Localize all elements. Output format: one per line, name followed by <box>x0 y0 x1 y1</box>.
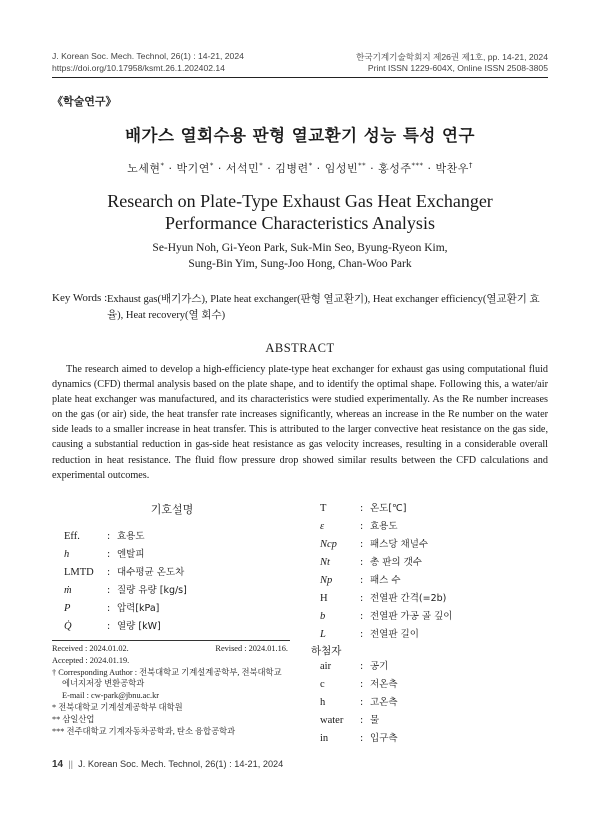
subscript-symbol: c <box>320 679 325 690</box>
nomenclature-symbol: T <box>320 503 327 514</box>
subscript-description: 물 <box>370 715 380 726</box>
nomenclature-symbol: LMTD <box>64 567 94 578</box>
nomenclature-description: 온도[℃] <box>370 503 407 514</box>
nomenclature-colon: : <box>107 621 111 632</box>
author-separator: · <box>423 162 436 175</box>
author-separator: · <box>213 162 226 175</box>
author-ko-3-mark: * <box>259 161 264 170</box>
nomenclature-symbol: Q̇ <box>64 621 72 632</box>
authors-english <box>60 240 540 272</box>
subscript-symbol: in <box>320 733 329 744</box>
page-footer: 14 || J. Korean Soc. Mech. Technol, 26(1) : 14-21, 2024 <box>52 759 284 770</box>
authors-en-line-1: Se-Hyun Noh, Gi-Yeon Park, Suk-Min Seo, Byung-Ryeon Kim, <box>152 242 448 254</box>
nomenclature-colon: : <box>107 531 111 542</box>
nomenclature-symbol: Nt <box>320 557 330 568</box>
nomenclature-description: 패스 수 <box>370 575 401 586</box>
corresponding-author: † Corresponding Author : 전북대학교 기계설계공학부, 전북대학교 <box>52 668 282 677</box>
nomenclature-colon: : <box>360 733 364 744</box>
author-ko-1: 노세현 <box>127 162 161 175</box>
nomenclature-description: 패스당 채널수 <box>370 539 429 550</box>
affiliation-footnote-2: ** 삼일산업 <box>52 715 95 724</box>
subscript-description: 저온측 <box>370 679 398 690</box>
article-category: 《학술연구》 <box>52 95 117 108</box>
author-ko-4: 김병련 <box>275 162 309 175</box>
footer-journal: J. Korean Soc. Mech. Technol, 26(1) : 14-21, 2024 <box>78 759 284 769</box>
nomenclature-colon: : <box>360 715 364 726</box>
corresponding-author-cont: 에너지저장 변환공학과 <box>62 679 145 688</box>
nomenclature-colon: : <box>360 539 364 550</box>
nomenclature-symbol: b <box>320 611 326 622</box>
header-rule <box>52 77 548 78</box>
header-journal-korean: 한국기계기술학회지 제26권 제1호, pp. 14-21, 2024 <box>355 52 548 62</box>
abstract-body: The research aimed to develop a high-efficiency plate-type heat exchanger for exhaust gas using computational fluid dynamics (CFD) thermal analysis based on the plate shape, and to identify the optimal shape. Following this, a water/air plate heat exchanger was manufactured, and its characteristics were studied experimentally. As the Re number increases on the gas (or air) side, the heat transfer rate increases significantly, whereas an increase in the Re number on the water side leads to a smaller increase in heat transfer. This is attributed to the larger convective heat resistance on the gas side, causing a substantial reduction in gas-side heat resistance as gas velocity increases, resulting in a considerable overall reduction in heat resistance. The fluid flow pressure drop showed similar results between the CFD calculations and experimental outcomes. <box>52 364 548 481</box>
author-ko-5-mark: ** <box>358 161 367 170</box>
nomenclature-colon: : <box>360 521 364 532</box>
author-ko-7: 박찬우 <box>435 162 469 175</box>
author-ko-6: 홍성주 <box>378 162 412 175</box>
received-date: Received : 2024.01.02. <box>52 644 129 653</box>
author-separator: · <box>164 162 177 175</box>
author-ko-6-mark: *** <box>411 161 424 170</box>
nomenclature-description: 전열판 가공 골 깊이 <box>370 611 453 622</box>
author-separator: · <box>263 162 276 175</box>
subscript-description: 입구측 <box>370 733 398 744</box>
author-ko-2: 박기연 <box>176 162 210 175</box>
nomenclature-description: 엔탈피 <box>117 549 145 560</box>
nomenclature-colon: : <box>360 697 364 708</box>
author-separator: · <box>312 162 325 175</box>
author-ko-2-mark: * <box>209 161 214 170</box>
page-number: 14 <box>52 759 64 770</box>
abstract-title: ABSTRACT <box>265 341 335 355</box>
nomenclature-colon: : <box>107 549 111 560</box>
nomenclature-description: 총 판의 갯수 <box>370 557 422 568</box>
nomenclature-symbol: L <box>320 629 326 640</box>
nomenclature-description: 열량 [kW] <box>117 621 161 632</box>
subscript-symbol: water <box>320 715 344 726</box>
header-issn: Print ISSN 1229-604X, Online ISSN 2508-3805 <box>367 63 548 73</box>
keywords-label: Key Words : <box>52 292 108 304</box>
author-separator: · <box>366 162 379 175</box>
nomenclature-colon: : <box>107 585 111 596</box>
title-korean: 배가스 열회수용 판형 열교환기 성능 특성 연구 <box>125 126 475 145</box>
nomenclature-description: 전열판 간격(=2b) <box>370 593 447 604</box>
author-ko-4-mark: * <box>308 161 313 170</box>
author-ko-3: 서석민 <box>225 162 260 175</box>
nomenclature-colon: : <box>360 611 364 622</box>
author-ko-5: 임성빈 <box>324 162 359 175</box>
footnote-received-line <box>52 644 292 655</box>
subscript-symbol: air <box>320 661 332 672</box>
affiliation-footnote-3: *** 전주대학교 기계자동차공학과, 탄소 융합공학과 <box>52 727 236 736</box>
author-email[interactable]: E-mail : cw-park@jbnu.ac.kr <box>62 691 160 700</box>
nomenclature-colon: : <box>360 679 364 690</box>
subscripts-heading: 하첨자 <box>311 645 342 657</box>
nomenclature-symbol: h <box>64 549 70 560</box>
nomenclature-colon: : <box>360 593 364 604</box>
nomenclature-symbol: H <box>320 593 328 604</box>
nomenclature-colon: : <box>107 603 111 614</box>
accepted-date: Accepted : 2024.01.19. <box>52 656 130 665</box>
nomenclature-symbol: P <box>64 603 71 614</box>
nomenclature-symbol: Eff. <box>64 531 80 542</box>
nomenclature-colon: : <box>360 557 364 568</box>
nomenclature-symbol: Ncp <box>320 539 337 550</box>
author-ko-1-mark: * <box>160 161 165 170</box>
authors-en-line-2: Sung-Bin Yim, Sung-Joo Hong, Chan-Woo Park <box>188 258 412 270</box>
footnote-rule <box>52 640 290 641</box>
nomenclature-heading: 기호설명 <box>150 503 194 516</box>
header-journal-citation: J. Korean Soc. Mech. Technol, 26(1) : 14-21, 2024 <box>52 51 244 61</box>
nomenclature-colon: : <box>360 503 364 514</box>
authors-korean <box>0 160 600 176</box>
revised-date: Revised : 2024.01.16. <box>215 644 288 653</box>
subscript-description: 고온측 <box>370 697 398 708</box>
nomenclature-colon: : <box>107 567 111 578</box>
nomenclature-colon: : <box>360 629 364 640</box>
nomenclature-symbol: ε <box>320 521 325 532</box>
title-english: Research on Plate-Type Exhaust Gas Heat Exchanger Performance Characteristics Analysis <box>107 191 493 233</box>
nomenclature-colon: : <box>360 661 364 672</box>
nomenclature-colon: : <box>360 575 364 586</box>
subscript-symbol: h <box>320 697 326 708</box>
nomenclature-description: 효용도 <box>370 521 398 532</box>
nomenclature-description: 전열판 길이 <box>370 629 419 640</box>
subscript-description: 공기 <box>370 661 389 672</box>
nomenclature-description: 질량 유량 [kg/s] <box>117 585 187 596</box>
keywords-text: Exhaust gas(배기가스), Plate heat exchanger(판형 열교환기), Heat exchanger efficiency(열교환기 효율), Heat recovery(열 회수) <box>107 294 540 321</box>
nomenclature-description: 대수평균 온도차 <box>117 567 185 578</box>
nomenclature-description: 효용도 <box>117 531 145 542</box>
nomenclature-description: 압력[kPa] <box>117 603 160 614</box>
nomenclature-symbol: Np <box>320 575 333 586</box>
author-ko-7-mark: † <box>468 161 473 170</box>
header-doi-link[interactable]: https://doi.org/10.17958/ksmt.26.1.202402.14 <box>52 63 225 73</box>
nomenclature-symbol: ṁ <box>64 585 72 596</box>
affiliation-footnote-1: * 전북대학교 기계설계공학부 대학원 <box>52 703 183 712</box>
